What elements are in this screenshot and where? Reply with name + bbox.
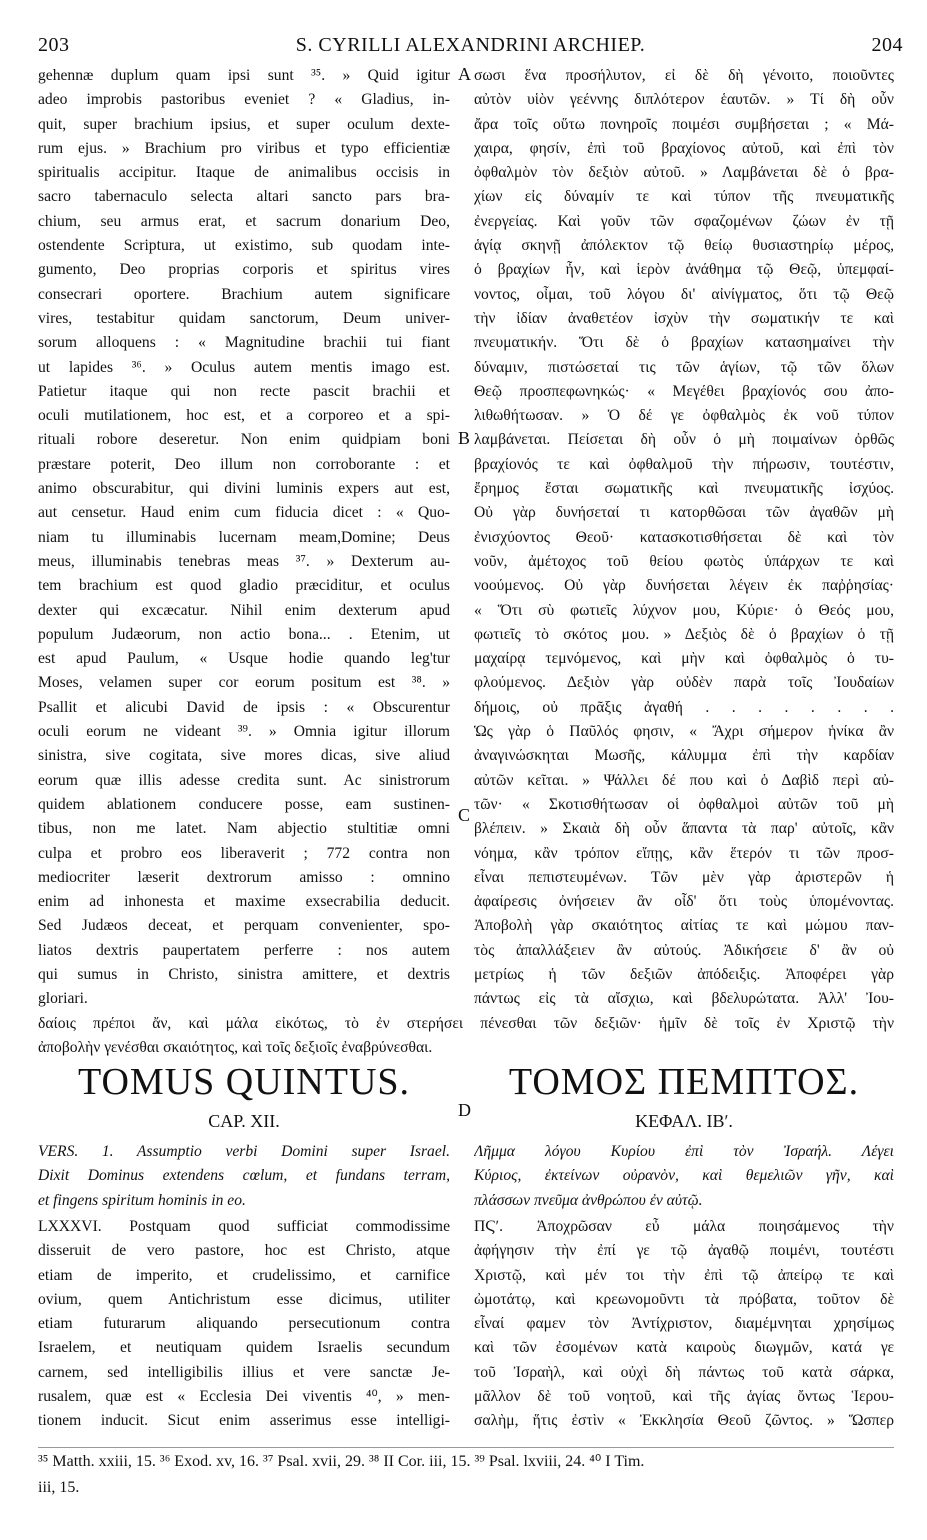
greek-text-line: πνευματικήν. Ὅτι δὲ ὁ βραχίων κατασημαίνει τὴν [474, 334, 894, 352]
latin-text-line: culpa et probro eos liberaverit ; 772 contra non [38, 844, 450, 862]
latin-text-line: oculi mutilationem, hoc est, et a corporeo et a spi- [38, 407, 450, 425]
greek-text-line: ΠϚʹ. Ἀποχρῶσαν εὖ μάλα ποιησάμενος τὴν [474, 1218, 894, 1235]
latin-text-line: quit, super brachium ipsius, et super oculum dexte- [38, 115, 450, 133]
latin-text-line: meus, illuminabis tenebras meas ³⁷. » Dexterum au- [38, 552, 450, 570]
latin-text-line: etiam de imperito, et crudelissimo, et carnifice [38, 1266, 450, 1284]
verse-greek-line: πλάσσων πνεῦμα ἀνθρώπου ἐν αὐτῷ. [474, 1191, 703, 1209]
margin-marker-b: B [458, 428, 471, 448]
latin-text-line: qui sumus in Christo, sinistra amittere, et dextris [38, 965, 450, 983]
greek-text-line: « Ὅτι σὺ φωτιεῖς λύχνον μου, Κύριε· ὁ Θεός μου, [474, 601, 894, 619]
latin-text-line: mediocriter læserit dextrorum amisso : omnino [38, 868, 450, 886]
greek-text-line: εἶναί φαμεν τὸν Ἀντίχριστον, διαμέμνηται χρησίμως [474, 1315, 894, 1333]
greek-text-line: Οὐ γὰρ δυνήσεταί τι κατορθῶσαι τῶν ἀγαθῶν μὴ [474, 504, 894, 522]
latin-text-line: vires, testabitur quidam sanctorum, Deum univer- [38, 309, 450, 327]
latin-text-line: Patietur itaque qui non recte pascit brachii et [38, 382, 450, 400]
running-header [38, 34, 903, 60]
greek-text-line: αὐτὸν υἱὸν γεέννης διπλότερον ἑαυτῶν. » Τί δὴ οὖν [474, 91, 894, 109]
latin-text-line: liatos dextris paupertatem perferre : nos autem [38, 941, 450, 959]
greek-text-line: ἁγίᾳ σκηνῇ ἀπόλεκτον τῷ θείῳ θυσιαστηρίῳ μέρος, [474, 237, 894, 255]
latin-text-line: gloriari. [38, 990, 88, 1008]
greek-text-line: χίων εἰς δύναμίν τε καὶ τύπον τῆς πνευματικῆς [474, 188, 894, 206]
latin-column-top [38, 64, 450, 1012]
verse-latin-line: et fingens spiritum hominis in eo. [38, 1191, 246, 1209]
latin-text-line: LXXXVI. Postquam quod sufficiat commodissime [38, 1218, 450, 1235]
chapter-latin: CAP. XII. [208, 1111, 280, 1131]
greek-text-line: καὶ τῶν ἐσομένων κατὰ καιροὺς διωγμῶν, κατά γε [474, 1339, 894, 1357]
greek-column-bottom [474, 1215, 894, 1434]
latin-text-line: præstare poterit, Deo illum non corroborante : et [38, 455, 450, 473]
margin-marker-a: A [458, 64, 471, 84]
latin-text-line: rum ejus. » Brachium pro viribus et typo efficientiæ [38, 139, 450, 157]
latin-text-line: rituali robore deseretur. Non enim quidpiam boni [38, 431, 450, 449]
greek-text-line: Ἀποβολὴ γὰρ σκαιότητος αἰτίας τε καὶ μώμου παν- [474, 917, 894, 935]
latin-text-line: oculi eorum ne videant ³⁹. » Omnia igitur illorum [38, 723, 450, 741]
greek-continuation [38, 1012, 894, 1061]
greek-text-line: πάντως εἰς τὰ αἴσχιω, καὶ βδελυρώτατα. Ἀλλ' Ἰου- [474, 990, 894, 1008]
latin-text-line: Sed Judæos deceat, et perquam convenienter, spo- [38, 917, 450, 935]
greek-text-line: μετρίως ἡ τῶν δεξιῶν ἀπόδειξις. Ἀποφέρει γὰρ [474, 965, 894, 983]
margin-marker-c: C [458, 805, 471, 825]
latin-text-line: rusalem, quæ est « Ecclesia Dei viventis ⁴⁰, » men- [38, 1388, 450, 1406]
chapter-greek: ΚΕΦΑΛ. ΙΒʹ. [635, 1111, 733, 1131]
latin-text-line: populum Judæorum, non actio bona... . Etenim, ut [38, 625, 450, 643]
greek-text-line: ἀναγινώσκηται Μωσῆς, κάλυμμα ἐπὶ τὴν καρδίαν [474, 747, 894, 765]
latin-text-line: animo obscurabitur, qui divini luminis expers aut est, [38, 480, 450, 498]
greek-text-line: δαίοις πρέποι ἄν, καὶ μάλα εἰκότως, τὸ ἐν στερήσει πένεσθαι τῶν δεξιῶν· ἡμῖν δὲ τοῖς ἐν Χριστῷ τὴν [38, 1015, 894, 1032]
greek-text-line: ἐνισχύοντος Θεοῦ· κατασκοτισθήσεται δὲ καὶ τὸν [474, 528, 894, 546]
latin-text-line: eorum quæ illis adesse credita sunt. Ac sinistrorum [38, 771, 450, 789]
latin-text-line: sinistra, sive cogitata, sive mores dicas, sive aliud [38, 747, 450, 765]
latin-text-line: chium, seu armus erat, et sacrum donarium Deo, [38, 212, 450, 230]
latin-text-line: consecrari oportere. Brachium autem significare [38, 285, 450, 303]
verse-latin [38, 1140, 450, 1213]
greek-text-line: χαιρα, φησίν, ἐπὶ τοῦ βραχίονος αὐτοῦ, καὶ ἐπὶ τὸν [474, 139, 894, 157]
footnote-rule [38, 1447, 894, 1448]
page-number-left: 203 [38, 34, 70, 56]
latin-text-line: ostendente Scriptura, ut existimo, sub quodam inte- [38, 237, 450, 255]
greek-text-line: λιθωθήτωσαν. » Ὁ δέ γε ὀφθαλμὸς ἐκ νοῦ τύπον [474, 407, 894, 425]
greek-text-line: δήμοις, οὐ πρᾶξις ἀγαθή . . . . . . . . [474, 698, 894, 716]
greek-text-line: μαχαίρᾳ τεμνόμενος, καὶ μὴν καὶ ὀφθαλμὸς ὁ τυ- [474, 650, 894, 668]
greek-text-line: νοῦν, ἀμέτοχος τοῦ θείου φωτὸς ὑπάρχων τε καὶ [474, 552, 894, 570]
greek-text-line: ὁ βραχίων ἦν, καὶ ἱερὸν ἀνάθημα τῷ Θεῷ, ὑπεμφαί- [474, 261, 894, 279]
latin-text-line: disseruit de vero pastore, hoc est Christo, atque [38, 1242, 450, 1260]
footnote-line: ³⁵ Matth. xxiii, 15. ³⁶ Exod. xv, 16. ³⁷ Psal. xvii, 29. ³⁸ II Cor. iii, 15. ³⁹ Psal. lxviii, 24. ⁴⁰ I Tim. [38, 1453, 645, 1470]
latin-text-line: niam tu illuminabis lucernam meam,Domine; Deus [38, 528, 450, 546]
latin-text-line: gumento, Deo proprias corporis et spiritus vires [38, 261, 450, 279]
latin-text-line: est apud Paulum, « Usque hodie quando leg'tur [38, 650, 450, 668]
greek-text-line: Θεῷ προσπεφωνηκώς· « Μεγέθει βραχίονός σου ἀπο- [474, 382, 894, 400]
latin-text-line: quidem ablationem conducere posse, eam sustinen- [38, 795, 450, 813]
latin-text-line: ut lapides ³⁶. » Oculus autem mentis imago est. [38, 358, 450, 376]
greek-text-line: βλέπειν. » Σκαιὰ δὴ οὖν ἅπαντα τὰ παρ' αὐτοῖς, κἂν [474, 820, 894, 838]
greek-text-line: ἔρημος ἔσται σωματικῆς καὶ πνευματικῆς ἰσχύος. [474, 480, 894, 498]
latin-text-line: spiritualis accipitur. Itaque de animalibus occisis in [38, 164, 450, 182]
greek-text-line: φλούμενος. Δεξιὸν γὰρ οὐδὲν παρὰ τοῖς Ἰουδαίων [474, 674, 894, 692]
tomus-latin-heading: TOMUS QUINTUS. [77, 1061, 411, 1103]
latin-text-line: dexter qui excæcatur. Nihil enim dexterum apud [38, 601, 450, 619]
latin-text-line: Moses, velamen super cor eorum positum est ³⁸. » [38, 674, 450, 692]
latin-text-line: aut censetur. Haud enim cum fiducia dicet : « Quo- [38, 504, 450, 522]
margin-marker-d: D [458, 1100, 471, 1120]
greek-text-line: Ὡς γὰρ ὁ Παῦλός φησιν, « Ἄχρι σήμερον ἡνίκα ἂν [474, 723, 894, 741]
greek-column-top [474, 64, 894, 1012]
greek-text-line: λαμβάνεται. Πείσεται δὴ οὖν ὁ μὴ ποιμαίνων ὀρθῶς [474, 431, 894, 449]
greek-text-line: ἀφαίρεσις ὀνήσειεν ἂν οἶδ' ὅτι τοὺς ὑπομένοντας. [474, 893, 894, 911]
tomus-greek-heading: ΤΟΜΟΣ ΠΕΜΠΤΟΣ. [508, 1061, 860, 1103]
latin-text-line: Israelem, et neutiquam quidem Israelis secundum [38, 1339, 450, 1357]
greek-text-line: νοντος, οἶμαι, τοῦ λόγου δι' αἰνίγματος, ὅτι τῷ Θεῷ [474, 285, 894, 303]
latin-text-line: carnem, sed intelligibilis illius et vere sanctæ Je- [38, 1363, 450, 1381]
greek-text-line: ἐνεργείας. Καὶ γοῦν τῶν σφαζομένων ζώων ἐν τῇ [474, 212, 894, 230]
greek-text-line: δύναμιν, πιστώσεταί τις τῶν ἁγίων, τῷ τῶν ὅλων [474, 358, 894, 376]
greek-text-line: βραχίονός τε καὶ ὀφθαλμοῦ τὴν πήρωσιν, τουτέστιν, [474, 455, 894, 473]
latin-text-line: enim ad inhonesta et maxime exsecrabilia deducit. [38, 893, 450, 911]
verse-latin-line: Dixit Dominus extendens cœlum, et fundans terram, [38, 1167, 450, 1185]
greek-text-line: σωσι ἕνα προσήλυτον, εἰ δὲ δὴ γένοιτο, ποιοῦντες [474, 67, 894, 84]
latin-text-line: tem brachium est quod gladio præciditur, et oculus [38, 577, 450, 595]
greek-text-line: ὠμοτάτῳ, καὶ κρεωνομοῦντι τὰ πρόβατα, τοῦτον δὲ [474, 1290, 894, 1308]
latin-column-bottom [38, 1215, 450, 1434]
footnote-line: iii, 15. [38, 1479, 80, 1496]
verse-greek-line: Λῆμμα λόγου Κυρίου ἐπὶ τὸν Ἰσραήλ. Λέγει [474, 1143, 894, 1160]
latin-text-line: adeo improbis pastoribus eveniet ? « Gladius, in- [38, 91, 450, 109]
latin-text-line: gehennæ duplum quam ipsi sunt ³⁵. » Quid igitur [38, 67, 450, 84]
latin-text-line: tibus, non me latet. Nam abjectio stultitiæ omni [38, 820, 450, 838]
latin-text-line: sacro tabernaculo selecta altari sancto pars bra- [38, 188, 450, 206]
greek-text-line: φωτιεῖς τὸ σκότος μου. » Δεξιὸς δὲ ὁ βραχίων ὁ τῇ [474, 625, 894, 643]
greek-text-line: τὴν ἰδίαν ἀναθετέον ἰσχὺν τὴν σωματικήν τε καὶ [474, 309, 894, 327]
latin-text-line: etiam futurarum aliquando persecutionum contra [38, 1315, 450, 1333]
greek-text-line: τῶν· « Σκοτισθήτωσαν οἱ ὀφθαλμοὶ αὐτῶν τοῦ μὴ [474, 795, 894, 813]
greek-text-line: νοούμενος. Οὐ γὰρ δυνήσεται λέγειν ἐκ παῤῥησίας· [474, 577, 894, 595]
latin-text-line: sorum alloquens : « Magnitudine brachii tui fiant [38, 334, 450, 352]
latin-text-line: Psallit et alicubi David de ipsis : « Obscurentur [38, 698, 450, 716]
greek-text-line: σαλὴμ, ἥτις ἐστὶν « Ἐκκλησία Θεοῦ ζῶντος. » Ὥσπερ [474, 1412, 894, 1430]
verse-greek-line: Κύριος, ἐκτείνων οὐρανὸν, καὶ θεμελιῶν γῆν, καὶ [474, 1167, 894, 1185]
footnotes [38, 1449, 898, 1501]
greek-text-line: τοῦ Ἰσραὴλ, καὶ οὐχὶ δὴ πάντως τοῦ κατὰ σάρκα, [474, 1363, 894, 1381]
greek-text-line: νόημα, κἂν τρόπον εἴπῃς, κἂν ἕτερόν τι τῶν προσ- [474, 844, 894, 862]
greek-text-line: μᾶλλον δὲ τοῦ νοητοῦ, καὶ τῆς ἁγίας ὄντως Ἱερου- [474, 1388, 894, 1406]
verse-greek [474, 1140, 894, 1213]
greek-text-line: Χριστῷ, καὶ μέν τοι τὴν ἐπὶ τῷ ἀπείρῳ τε καὶ [474, 1266, 894, 1284]
greek-text-line: τὸς ἀπαλλάξειεν ἂν αὐτούς. Ἀδικήσειε δ' ἂν οὐ [474, 941, 894, 959]
page-number-right: 204 [871, 34, 903, 56]
greek-text-line: ὀφθαλμὸν τὸν δεξιὸν αὐτοῦ. » Λαμβάνεται δὲ ὁ βρα- [474, 164, 894, 182]
latin-text-line: tionem inducit. Sicut enim asserimus esse intelligi- [38, 1412, 450, 1430]
greek-text-line: ἀφήγησιν τὴν ἐπί γε τῷ ἀγαθῷ ποιμένι, τουτέστι [474, 1242, 894, 1260]
latin-text-line: ovium, quem Antichristum esse dicimus, utiliter [38, 1290, 450, 1308]
greek-text-line: ἄρα τοῖς οὕτω πονηροῖς ποιμέσι συμβήσεται ; « Μά- [474, 115, 894, 133]
verse-latin-line: VERS. 1. Assumptio verbi Domini super Israel. [38, 1143, 450, 1160]
running-title: S. CYRILLI ALEXANDRINI ARCHIEP. [295, 34, 646, 56]
greek-text-line: εἶναι πεπιστευμένων. Τῶν μὲν γὰρ ἀριστερῶν ἡ [474, 868, 894, 886]
greek-text-line: ἀποβολὴν γενέσθαι σκαιότητος, καὶ τοῖς δεξιοῖς ἐναβρύνεσθαι. [38, 1039, 433, 1057]
greek-text-line: αὐτῶν κεῖται. » Ψάλλει δέ που καὶ ὁ Δαβὶδ περὶ αὐ- [474, 771, 894, 789]
